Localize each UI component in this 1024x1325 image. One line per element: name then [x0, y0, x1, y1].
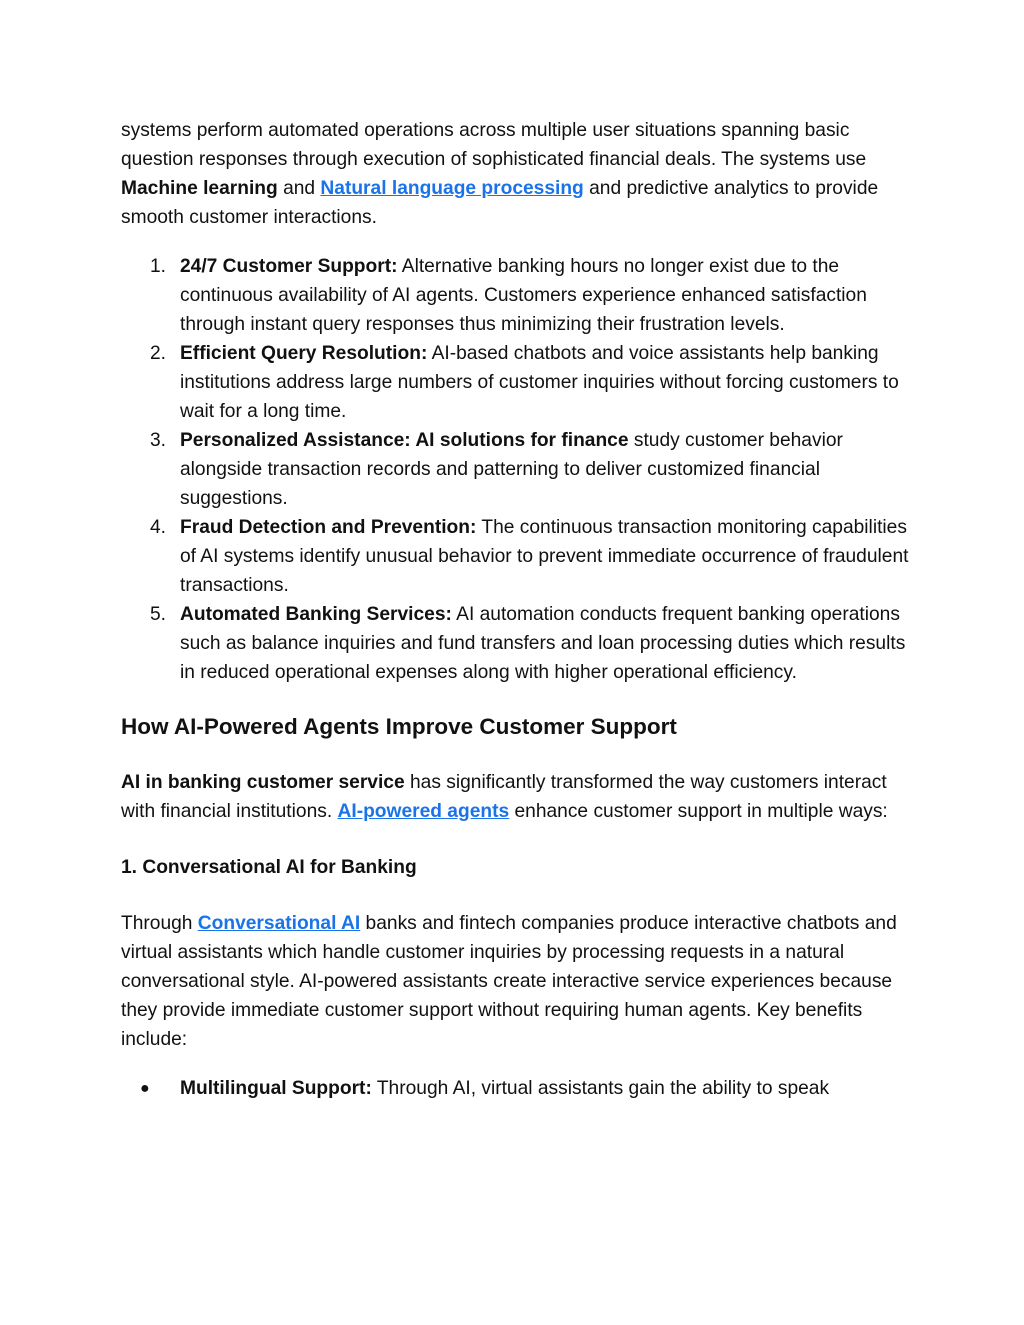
list-item-title: 24/7 Customer Support: — [180, 256, 398, 277]
intro-text-1: systems perform automated operations across multiple user situations spanning basic question responses through execution of sophisticated financial deals. The systems use — [121, 120, 867, 170]
list-item-text: Alternative banking hours no longer exist due to the continuous availability of AI agents. Customers experience enhanced satisfaction through instant query responses thus minimizing their frustration levels. — [180, 256, 867, 335]
intro-paragraph — [121, 116, 911, 232]
list-number: 1. — [150, 256, 167, 277]
bullet-icon: ● — [140, 1080, 150, 1097]
list-item — [121, 339, 911, 426]
list-item-text: study customer behavior alongside transaction records and patterning to deliver customized financial suggestions. — [180, 430, 843, 509]
benefits-numbered-list — [121, 252, 911, 687]
conv-text-2: banks and fintech companies produce interactive chatbots and virtual assistants which handle customer inquiries by processing requests in a natural conversational style. AI-powered assistants create interactive service experiences because they provide immediate customer support without requiring human agents. Key benefits include: — [121, 913, 897, 1050]
list-item-text: AI-based chatbots and voice assistants help banking institutions address large numbers of customer inquiries without forcing customers to wait for a long time. — [180, 343, 899, 422]
ai-banking-paragraph — [121, 768, 911, 826]
list-item-text: Through AI, virtual assistants gain the ability to speak — [371, 1078, 830, 1099]
key-benefits-list — [121, 1074, 911, 1103]
machine-learning-term: Machine learning — [121, 178, 278, 199]
list-item — [121, 252, 911, 339]
conversational-ai-paragraph — [121, 909, 911, 1054]
list-item — [121, 600, 911, 687]
list-number: 2. — [150, 343, 167, 364]
list-item — [121, 513, 911, 600]
list-item-title: Personalized Assistance: AI solutions for finance — [180, 430, 629, 451]
list-item-text: The continuous transaction monitoring capabilities of AI systems identify unusual behavior to prevent immediate occurrence of fraudulent transactions. — [180, 517, 909, 596]
list-item-title: Efficient Query Resolution: — [180, 343, 428, 364]
list-number: 5. — [150, 604, 167, 625]
ai-para-text-2: enhance customer support in multiple ways: — [509, 801, 888, 822]
section-heading: How AI-Powered Agents Improve Customer Support — [121, 714, 677, 739]
subheading: 1. Conversational AI for Banking — [121, 857, 417, 878]
conv-text-1: Through — [121, 913, 198, 934]
list-number: 3. — [150, 430, 167, 451]
list-item-title: Automated Banking Services: — [180, 604, 452, 625]
intro-text-2: and — [277, 178, 321, 199]
list-item — [121, 1074, 911, 1103]
list-item-title: Multilingual Support: — [180, 1078, 372, 1099]
ai-para-text-1: has significantly transformed the way customers interact with financial institutions. — [121, 772, 887, 822]
conversational-ai-link[interactable]: Conversational AI — [197, 913, 361, 934]
list-item-text: AI automation conducts frequent banking operations such as balance inquiries and fund transfers and loan processing duties which results in reduced operational expenses along with higher operational efficiency. — [180, 604, 906, 683]
list-item-title: Fraud Detection and Prevention: — [180, 517, 477, 538]
intro-text-3: and predictive analytics to provide smooth customer interactions. — [121, 178, 879, 228]
list-item — [121, 426, 911, 513]
document-content — [121, 116, 911, 1103]
nlp-link[interactable]: Natural language processing — [320, 178, 584, 199]
ai-banking-term: AI in banking customer service — [121, 772, 405, 793]
ai-powered-agents-link[interactable]: AI-powered agents — [337, 801, 510, 822]
list-number: 4. — [150, 517, 167, 538]
